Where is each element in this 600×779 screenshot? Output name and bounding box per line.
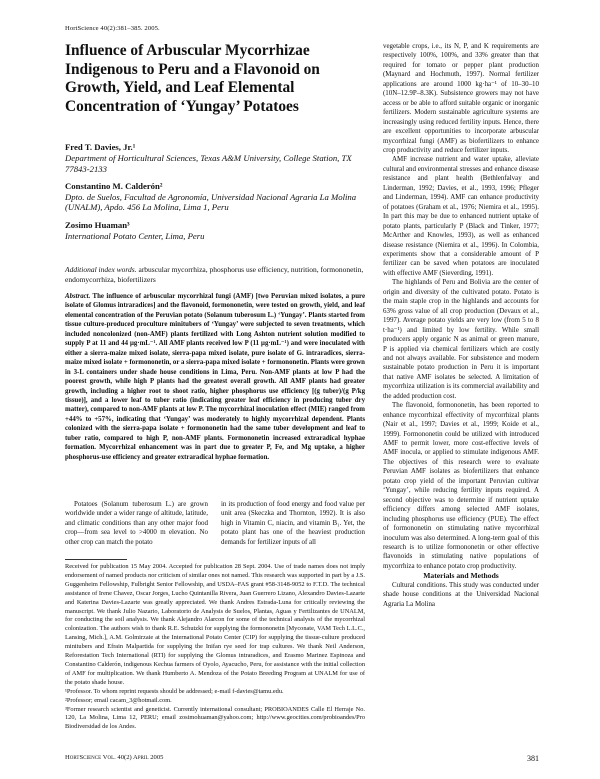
- author-name: Fred T. Davies, Jr.¹: [65, 142, 136, 152]
- author-affiliation: International Potato Center, Lima, Peru: [65, 230, 205, 241]
- body-column-right: [383, 42, 539, 609]
- body-column-middle: [221, 500, 365, 547]
- footer-journal: HortScience Vol. 40(2) April 2005: [65, 754, 164, 761]
- abstract-label: Abstract.: [65, 293, 91, 300]
- paragraph: vegetable crops, i.e., its N, P, and K requirements are respectively 100%, 100%, and 33% greater than that required for tomato or pepper plant production (Maynard and Hochmuth, 1997). Normal fertilizer applications are around 1000 kg·ha⁻¹ of 10–30–10 (10N–12.9P–8.3K). Subsistence growers may not have access or be able to afford suitable organic or inorganic fertilizers. Modern sustainable agriculture systems are increasingly using reduced fertility inputs. Hence, there are excellent opportunities to incorporate arbuscular mycorrhizal fungi (AMF) as biofertilizers to enhance crop productivity and reduce fertilizer inputs.: [383, 42, 539, 154]
- paragraph: in its production of food energy and food value per unit area (Skeczka and Thornton, 1992). It is also high in Vitamin C, niacin, and vitamin B₁. Yet, the potato plant has one of the heaviest production demands for fertilizer inputs of all: [221, 500, 365, 546]
- footnote-2: ²Professor; email cacam_3@hotmail.com.: [65, 696, 172, 704]
- author-3: [65, 220, 365, 242]
- index-words-text: arbuscular mycorrhiza, phosphorus use efficiency, nutrition, formononetin, endomycorrhiza, biofertilizers: [65, 265, 364, 284]
- paragraph: The highlands of Peru and Bolivia are the center of origin and diversity of the cultivated potato. Potato is the main staple crop in the highlands and accounts for 63% gross value of all crop production (Devaux et al., 1997). Average potato yields are very low (from 5 to 8 t·ha⁻¹) and limited by low fertility. While small producers apply organic N as animal or green manure, P is applied via chemical fertilizers which are costly and not always available. For subsistence and modern sustainable potato production in Peru it is important that native AMF isolates be selected. A limitation of mycorrhiza utilization is its commercial availability and the added production cost.: [383, 278, 539, 400]
- abstract-text: The influence of arbuscular mycorrhizal fungi (AMF) [two Peruvian mixed isolates, a pure isolate of Glomus intraradices] and the flavonoid, formononetin, were tested on growth, yield, and leaf elemental concentration of the Peruvian potato (Solanum tuberosum L.) ‘Yungay’. Plants started from tissue culture-produced proculture minitubers of ‘Yungay’ were subjected to seven treatments, which included noncolonized (non-AMF) plants fertilized with Long Ashton nutrient solution modified to supply P at 11 and 44 μg·mL⁻¹. All AMF plants received low P (11 μg·mL⁻¹) and were inoculated with either a sierra-maize mixed isolate, sierra-papa mixed isolate, pure isolate of G. intraradices, sierra-maize mixed isolate + formononetin, or a sierra-papa mixed isolate + formononetin. Plants were grown in 3-L containers under shade house conditions in Lima, Peru. Non-AMF plants at low P had the poorest growth, while high P plants had the greatest overall growth. All AMF plants had greater growth, including a higher root to shoot ratio, higher phosphorus use efficiency [(g tuber)/(g P/kg tissue)], and a lower leaf to tuber ratio (indicating greater leaf efficiency in producing tuber dry matter), compared to non-AMF plants at low P. The mycorrhizal inoculation effect (MIE) ranged from +44% to +57%, indicating that ‘Yungay’ was moderately to highly mycorrhizal dependent. Plants colonized with the sierra-papa isolate + formononetin had the same tuber development and leaf to tuber ratio, compared to high P, non-AMF plants. Formononetin increased extraradical hyphae formation. Mycorrhizal enhancement was in part due to greater P, Fe, and Mg uptake, a higher phosphorus-use efficiency and greater extraradical hyphae formation.: [65, 293, 365, 461]
- paragraph: Potatoes (Solanum tuberosum L.) are grown worldwide under a wider range of altitude, latitude, and climatic conditions than any other major food crop—from sea level to >4000 m elevation. No other crop can match the potato: [65, 500, 208, 546]
- page-number: 381: [527, 754, 539, 763]
- author-affiliation: Department of Horticultural Sciences, Texas A&M University, College Station, TX 77843-2133: [65, 152, 352, 174]
- paragraph: The flavonoid, formononetin, has been reported to enhance mycorrhizal effectivity of mycorrhizal plants (Nair et al., 1997; Davies et al., 1999; Koide et al., 1999). Formononetin could be utilized with introduced AMF to permit lower, more cost-effective levels of AMF inocula, or applied to stimulate indigenous AMF. The objectives of this research were to evaluate Peruvian AMF isolates as biofertilizers that enhance potato crop yield of the important Peruvian cultivar ‘Yungay’, while reducing fertility inputs required. A second objective was to determine if nutrient uptake efficiency differs among selected AMF isolates, including phosphorus use efficiency (PUE). The effect of formononetin on stimulating native mycorrhizal inoculum was also determined. A long-term goal of this research is to utilize formononetin or other effective flavonoids in stimulating native populations of mycorrhiza to enhance potato crop productivity.: [383, 401, 539, 570]
- footnote-divider: [65, 559, 127, 560]
- paragraph: Cultural conditions. This study was conducted under shade house conditions at the Universidad Nacional Agraria La Molina: [383, 580, 539, 608]
- author-name: Constantino M. Calderón²: [65, 180, 163, 191]
- author-affiliation: Dpto. de Suelos, Facultad de Agronomía, Universidad Nacional Agraria La Molina (UNALM), Apdo. 456 La Molina, Lima 1, Peru: [65, 191, 357, 213]
- index-words-label: Additional index words.: [65, 265, 137, 274]
- abstract: [65, 292, 365, 462]
- body-column-left: [65, 500, 208, 547]
- footnote-3: ³Former research scientist and geneticist. Currently international consultant; PROBIOANDES Calle El Herraje No. 120, La Molina, Lima 12, PERU; email zosimohuaman@yahoo.com; http://www.geocities.com/probioandes/Pro Biodiversidad de los Andes.: [65, 705, 365, 731]
- paragraph: AMF increase nutrient and water uptake, alleviate cultural and environmental stresses and enhance disease resistance and plant health (Bethlenfalvay and Linderman, 1992; Davies, et al., 1993, 1996; Pfleger and Linderman, 1994). AMF can enhance productivity of potatoes (Graham et al., 1976; Niemira et al., 1995). In part this may be due to enhanced nutrient uptake of potato plants, particularly P (Black and Tinker, 1977; McArther and Knowles, 1993), as well as enhanced disease resistance (Niemira et al., 1996). In Colombia, experiments show that a considerable amount of P fertilizer can be saved when potatoes are inoculated with effective AMF (Sieverding, 1991).: [383, 155, 539, 277]
- index-words: [65, 265, 365, 285]
- footnote-1: ¹Professor. To whom reprint requests should be addressed; e-mail f-davies@tamu.edu.: [65, 687, 284, 695]
- journal-header: HortScience 40(2):381–385. 2005.: [65, 25, 160, 32]
- received-note: Received for publication 15 May 2004. Accepted for publication 28 Sept. 2004. Use of trade names does not imply endorsement of named products nor criticism of similar ones not named. This research was supported in part by a J.S. Guggenheim Fellowship, Fulbright Senior Fellowship, and USDA–FAS grant #58-3148-9052 to F.T.D. The technical assistance of Irene Chavez, Oscar Jorges, Lucho Quintanilla Rivera, Juan Guerrero Lizano, Alexandro Davies-Lazarte and Katerina Davies-Lazarte was greatly appreciated. We thank Andres Estrada-Luna for critically reviewing the manuscript. We thank Julio Nazario, Laboratorio de Analysis de Suelos, Plantas, Aguas y Fertilizantes de UNALM, for conducting the soil analysis. We thank Alejandro Alarcon for some of the technical analysis of the mycorrhizal colonization. The authors wish to thank R.E. Schutzki for supplying the formononetin [Myconate, VAM Tech L.L.C., Lansing, Mich.], A.M. Golmirzaie at the International Potato Center (CIP) for supplying the tissue-culture produced minitubers and Efrain Malpartida for supplying the Inifan rye seed for trap cultures. We thank Neil Anderson, Reforestation Tech International (RTI) for supplying the Glomus intraradices, and Erasmo Marinez Espinoza and Constantino Calderón, indigenous Kechua farmers of Oyolo, Ayacucho, Peru, for assistance with the initial collection of AMF for multiplication. We thank Humberto A. Mendoza of the Potato Breeding Program at UNALM for use of the potato shade house.: [65, 563, 365, 686]
- author-2: [65, 181, 365, 213]
- author-name: Zosimo Huaman³: [65, 219, 130, 230]
- author-list: [65, 142, 365, 248]
- section-heading: Materials and Methods: [423, 571, 499, 581]
- article-title: Influence of Arbuscular Mycorrhizae Indigenous to Peru and a Flavonoid on Growth, Yield, and Leaf Elemental Concentration of ‘Yungay’ Potatoes: [65, 42, 320, 116]
- author-1: [65, 142, 365, 174]
- footnotes: [65, 563, 365, 732]
